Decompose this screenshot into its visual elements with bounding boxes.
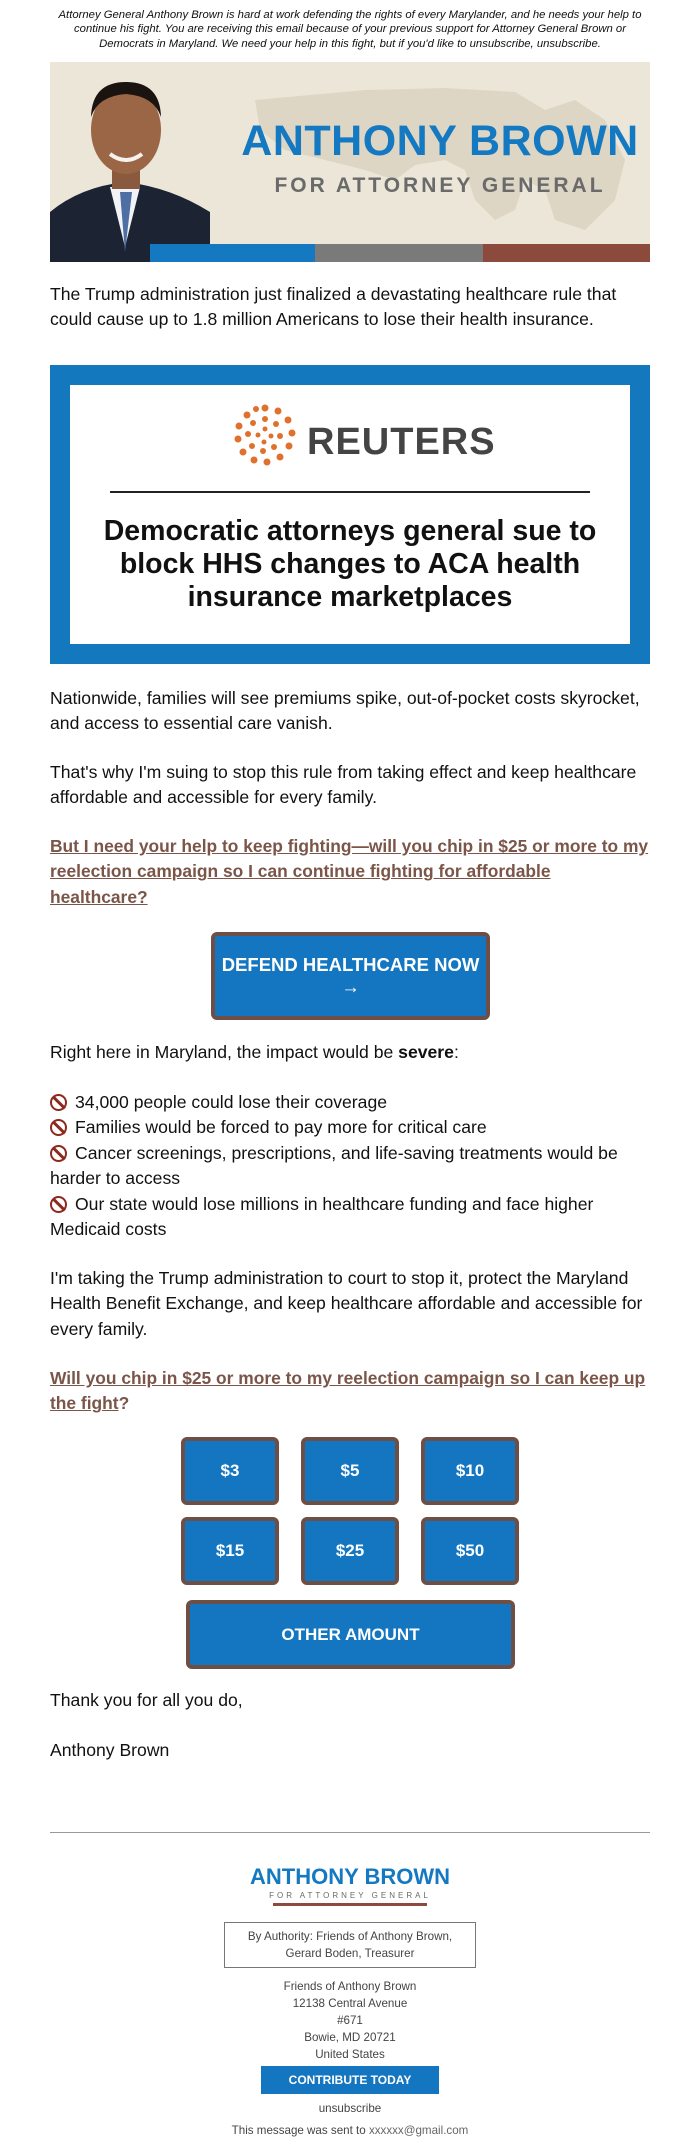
paragraph-suing: That's why I'm suing to stop this rule from taking effect and keep healthcare affordable and accessible for every family. bbox=[50, 762, 637, 808]
gray-bar bbox=[315, 244, 483, 262]
unsubscribe-link[interactable]: unsubscribe bbox=[318, 2102, 382, 2115]
address-line: Bowie, MD 20721 bbox=[304, 2031, 396, 2044]
list-item bbox=[50, 1090, 650, 1115]
footer-logo-bar bbox=[273, 1903, 427, 1906]
reuters-news-card[interactable] bbox=[50, 365, 650, 664]
prohibited-icon bbox=[50, 1119, 67, 1136]
impact-intro bbox=[50, 1040, 650, 1065]
address-line: United States bbox=[315, 2048, 385, 2061]
defend-healthcare-button[interactable]: DEFEND HEALTHCARE NOW → bbox=[211, 932, 490, 1020]
other-amount-button[interactable]: OTHER AMOUNT bbox=[186, 1600, 515, 1669]
impact-text: Cancer screenings, prescriptions, and life-saving treatments would be harder to access bbox=[50, 1142, 618, 1189]
ask-link-2[interactable]: Will you chip in $25 or more to my reelection campaign so I can keep up the fight bbox=[50, 1368, 646, 1414]
authority-box bbox=[224, 1922, 476, 1968]
donation-ask-2 bbox=[50, 1366, 650, 1417]
contribute-today-button[interactable]: CONTRIBUTE TODAY bbox=[261, 2066, 439, 2094]
hero-color-bars bbox=[150, 244, 650, 262]
prohibited-icon bbox=[50, 1145, 67, 1162]
amount-button-5[interactable]: $5 bbox=[301, 1437, 399, 1505]
brown-bar bbox=[483, 244, 650, 262]
impact-text: Our state would lose millions in healthcare funding and face higher Medicaid costs bbox=[50, 1193, 594, 1240]
address-line: #671 bbox=[337, 2014, 363, 2027]
hero-candidate-name: ANTHONY BROWN bbox=[241, 117, 639, 165]
authority-line-1: By Authority: Friends of Anthony Brown, bbox=[247, 1930, 453, 1943]
impact-severe-bold: severe bbox=[398, 1042, 454, 1062]
address-line: Friends of Anthony Brown bbox=[283, 1980, 417, 1993]
amount-button-10[interactable]: $10 bbox=[421, 1437, 519, 1505]
impact-text: Families would be forced to pay more for critical care bbox=[75, 1117, 487, 1138]
prohibited-icon bbox=[50, 1094, 67, 1111]
impact-list bbox=[50, 1090, 650, 1242]
reuters-logo-icon bbox=[230, 400, 300, 470]
news-card-inner bbox=[70, 385, 630, 644]
recipient-email: xxxxxx@gmail.com bbox=[368, 2124, 469, 2137]
signoff-text: Thank you for all you do, bbox=[50, 1690, 243, 1710]
list-item bbox=[50, 1192, 650, 1243]
footer-logo-name: ANTHONY BROWN bbox=[249, 1864, 451, 1889]
signature-name: Anthony Brown bbox=[50, 1740, 170, 1760]
prohibited-icon bbox=[50, 1196, 67, 1213]
authority-line-2: Gerard Boden, Treasurer bbox=[285, 1947, 415, 1960]
donation-ask-link-1[interactable] bbox=[50, 834, 650, 910]
preheader-text: Attorney General Anthony Brown is hard at work defending the rights of every Marylander, and he needs your help to continue his fight. You are receiving this email because of your previous support for Attorney General Brown or Democrats in Maryland. We need your help in this fight, but if you'd like to unsubscribe, unsubscribe. bbox=[58, 9, 642, 50]
amount-button-50[interactable]: $50 bbox=[421, 1517, 519, 1585]
impact-text: 34,000 people could lose their coverage bbox=[75, 1092, 388, 1112]
list-item bbox=[50, 1115, 650, 1140]
ask-link-1[interactable]: But I need your help to keep fighting—will you chip in $25 or more to my reelection campaign so I can continue fighting for affordable healthcare? bbox=[50, 836, 649, 907]
amount-button-25[interactable]: $25 bbox=[301, 1517, 399, 1585]
news-divider bbox=[110, 491, 590, 493]
paragraph-court: I'm taking the Trump administration to court to stop it, protect the Maryland Health Benefit Exchange, and keep healthcare affordable and accessible for every family. bbox=[50, 1268, 643, 1339]
impact-intro-colon: : bbox=[453, 1042, 459, 1062]
reuters-wordmark: REUTERS bbox=[307, 421, 496, 463]
intro-paragraph: The Trump administration just finalized a devastating healthcare rule that could cause up to 1.8 million Americans to lose their health insurance. bbox=[50, 284, 617, 330]
sent-to-notice bbox=[150, 2124, 550, 2137]
footer-address bbox=[200, 1978, 500, 2063]
address-line: 12138 Central Avenue bbox=[292, 1997, 408, 2010]
hero-candidate-subtitle: FOR ATTORNEY GENERAL bbox=[274, 174, 606, 197]
ask-question-mark: ? bbox=[118, 1393, 130, 1414]
footer-logo-subtitle: FOR ATTORNEY GENERAL bbox=[269, 1891, 431, 1900]
candidate-portrait bbox=[50, 62, 210, 262]
news-headline: Democratic attorneys general sue to block HHS changes to ACA health insurance marketplaces bbox=[103, 515, 597, 613]
impact-intro-text: Right here in Maryland, the impact would be bbox=[50, 1042, 399, 1062]
footer-divider bbox=[50, 1832, 650, 1833]
amount-button-15[interactable]: $15 bbox=[181, 1517, 279, 1585]
blue-bar bbox=[150, 244, 315, 262]
paragraph-premiums: Nationwide, families will see premiums spike, out-of-pocket costs skyrocket, and access to essential care vanish. bbox=[50, 688, 640, 734]
hero-banner[interactable] bbox=[50, 62, 650, 262]
sent-to-prefix: This message was sent to bbox=[231, 2124, 369, 2137]
list-item bbox=[50, 1141, 650, 1192]
amount-button-3[interactable]: $3 bbox=[181, 1437, 279, 1505]
